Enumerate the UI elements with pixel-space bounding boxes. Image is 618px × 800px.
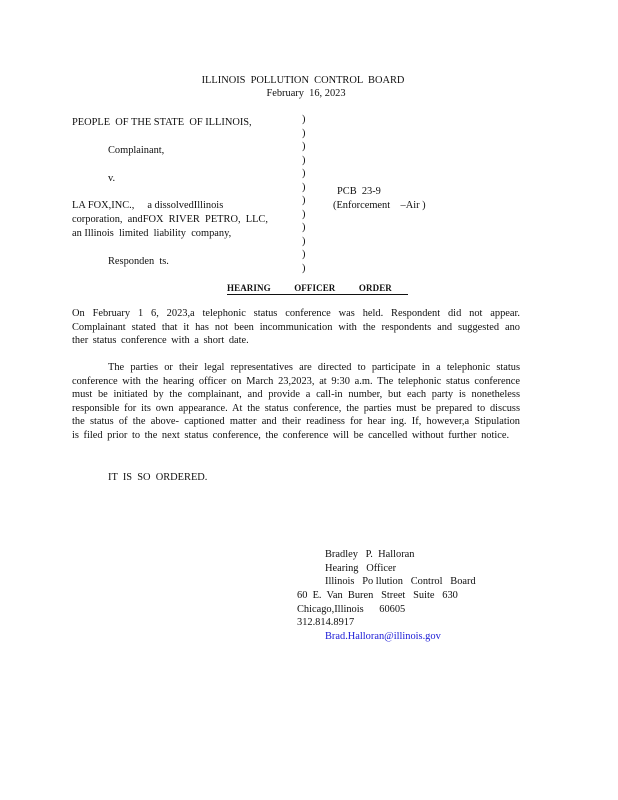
phone-number: 312.814.8917 [297, 617, 355, 628]
caption-bracket: ) [302, 195, 306, 206]
caption-bracket: ) [302, 235, 306, 247]
caption-bracket: ) [302, 208, 306, 220]
caption-bracket: ) [302, 262, 306, 274]
caption-bracket: ) [302, 127, 306, 139]
caption-bracket: ) [302, 249, 306, 260]
caption-bracket: ) [302, 222, 306, 233]
defendant-line-3: an Illinois limited liability company, [72, 228, 232, 239]
case-type: (Enforcement –Air ) [333, 200, 426, 211]
address-city: Chicago,Illinois 60605 [297, 604, 406, 615]
paragraph-1: On February 1 6, 2023,a telephonic status conference was held. Respondent did not appear. Complainant stated that it has not been incommunication with the respondents and suggested ano ther status conference with a short date. [72, 308, 520, 347]
caption-bracket: ) [302, 141, 306, 152]
document-date: February 16, 2023 [266, 88, 346, 99]
case-number: PCB 23-9 [337, 186, 381, 197]
defendant-role: Responden ts. [108, 256, 169, 267]
signatory-name: Bradley P. Halloran [325, 549, 415, 560]
closing-statement: IT IS SO ORDERED. [108, 472, 208, 483]
signatory-title: Hearing Officer [325, 563, 397, 574]
signatory-agency: Illinois Po llution Control Board [325, 576, 476, 587]
address-street: 60 E. Van Buren Street Suite 630 [297, 590, 458, 601]
defendant-line-2: corporation, andFOX RIVER PETRO, LLC, [72, 214, 268, 225]
paragraph-2: The parties or their legal representatives are directed to participate in a telephonic status conference with the hearing officer on March 23,2023, at 9:30 a.m. The telephonic status conference must be initiated by the complainant, and provide a call-in number, but each party is nonetheless responsible for its own appearance. At the status conference, the parties must be prepared to discuss the status of the above- captioned matter and their readiness for hear ing. If, however,a Stipulation is filed prior to the next status conference, the conference will be cancelled without further notice. [72, 362, 520, 441]
defendant-line-1: LA FOX,INC., a dissolvedIllinois [72, 200, 224, 211]
email-link[interactable]: Brad.Halloran@illinois.gov [325, 631, 441, 642]
caption-bracket: ) [302, 114, 306, 125]
caption-bracket: ) [302, 168, 306, 179]
versus-label: v. [108, 173, 116, 184]
caption-bracket-column [302, 113, 312, 275]
caption-bracket: ) [302, 181, 306, 193]
agency-header: ILLINOIS POLLUTION CONTROL BOARD [201, 75, 405, 86]
caption-bracket: ) [302, 154, 306, 166]
plaintiff-role: Complainant, [108, 145, 165, 156]
order-title: HEARING OFFICER ORDER [227, 282, 408, 295]
plaintiff-name: PEOPLE OF THE STATE OF ILLINOIS, [72, 117, 252, 128]
